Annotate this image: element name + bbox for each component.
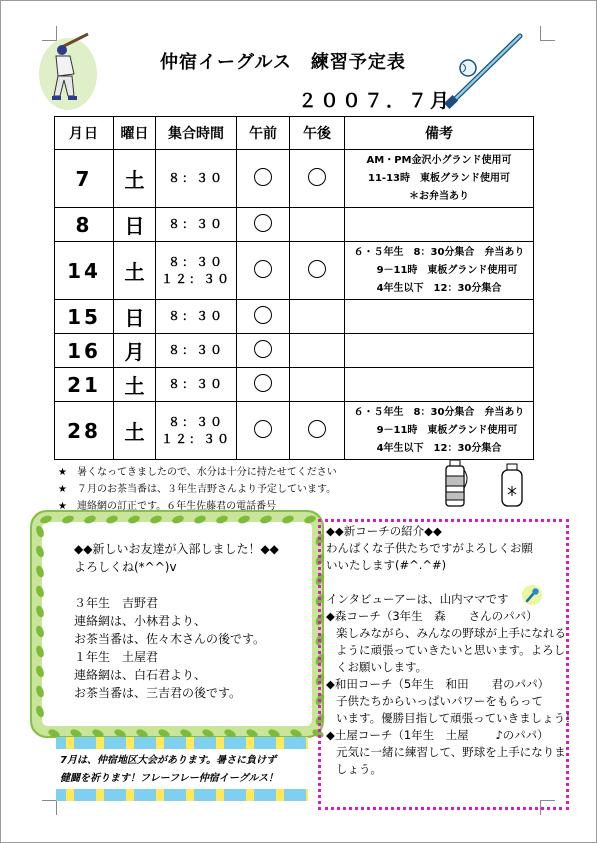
date-cell: 7 — [55, 150, 114, 208]
coach-entry-title: ◆和田コーチ（5年生 和田 君のパパ） — [326, 677, 550, 691]
bat-and-ball-icon — [440, 24, 532, 112]
coaches-intro-line: いいたします(#^.^#) — [326, 558, 447, 572]
meeting-time: ８：３０ — [167, 343, 224, 357]
schedule-row — [55, 368, 534, 402]
date-cell: 16 — [55, 334, 114, 368]
notice-list — [58, 464, 337, 515]
tournament-banner-bottom — [56, 789, 308, 801]
meeting-time-cell — [156, 242, 237, 300]
morning-cell — [237, 208, 290, 242]
schedule-month: ２００７．７月 — [298, 90, 453, 112]
remarks-cell — [345, 242, 534, 300]
remark-line: ６・５年生 8：30分集合 弁当あり — [353, 246, 525, 258]
remark-line: ６・５年生 8：30分集合 弁当あり — [353, 406, 525, 418]
baseball-player-icon — [38, 30, 100, 112]
schedule-row — [55, 334, 534, 368]
remarks-cell — [345, 334, 534, 368]
practice-mark — [254, 374, 272, 392]
schedule-row — [55, 242, 534, 300]
remark-line: 11-13時 東板グランド使用可 — [368, 172, 510, 184]
tournament-line-1: 7月は、仲宿地区大会があります。暑さに負けず — [60, 755, 277, 766]
tournament-message — [60, 752, 278, 788]
practice-mark — [254, 306, 272, 324]
coach-comment: ように頑張っていきたいと思います。よろし — [336, 643, 566, 657]
weekday-cell: 日 — [114, 208, 156, 242]
meeting-time-cell — [156, 300, 237, 334]
remarks-cell — [345, 402, 534, 460]
coach-entry-title: ◆森コーチ（3年生 森 さんのパパ） — [326, 609, 538, 623]
morning-cell — [237, 242, 290, 300]
remark-line: 9－11時 東板グランド使用可 — [376, 424, 518, 436]
column-header-remarks: 備考 — [345, 117, 534, 150]
morning-cell — [237, 402, 290, 460]
date-cell: 15 — [55, 300, 114, 334]
practice-mark — [308, 168, 326, 186]
practice-mark — [254, 420, 272, 438]
morning-cell — [237, 368, 290, 402]
tournament-line-2: 健闘を祈ります！フレーフレー仲宿イーグルス！ — [60, 773, 279, 784]
microphone-icon — [520, 584, 544, 606]
morning-cell — [237, 300, 290, 334]
coach-comment: 楽しみながら、みんなの野球が上手になれる — [336, 626, 566, 640]
afternoon-cell — [290, 300, 345, 334]
new-member-line: 連絡網は、小林君より、 — [74, 614, 207, 628]
weekday-cell: 土 — [114, 368, 156, 402]
page-title: 仲宿イーグルス 練習予定表 — [160, 52, 406, 73]
practice-mark — [254, 260, 272, 278]
remark-line: 4年生以下 12：30分集合 — [376, 282, 502, 294]
schedule-row — [55, 150, 534, 208]
notice-item: ★ ７月のお茶当番は、３年生吉野さんより予定しています。 — [58, 484, 337, 495]
weekday-cell: 土 — [114, 150, 156, 208]
new-member-line: ３年生 吉野君 — [74, 596, 159, 610]
coach-comment: 元気に一緒に練習して、野球を上手になりま — [336, 745, 566, 759]
new-members-heading: ◆◆新しいお友達が入部しました！◆◆ — [74, 542, 279, 556]
morning-cell — [237, 150, 290, 208]
meeting-time-cell — [156, 368, 237, 402]
date-cell: 28 — [55, 402, 114, 460]
thermos-bottle-icon — [440, 458, 470, 508]
meeting-time-cell — [156, 208, 237, 242]
coaches-heading: ◆◆新コーチの紹介◆◆ — [326, 524, 442, 538]
coach-comment: くお願いします。 — [336, 660, 428, 674]
coach-comment: います。優勝目指して頑張っていきましょう！ — [336, 711, 577, 725]
column-header-meeting-time: 集合時間 — [156, 117, 237, 150]
crop-mark-top-right — [540, 26, 555, 41]
meeting-time: ８：３０ — [167, 217, 224, 231]
weekday-cell: 月 — [114, 334, 156, 368]
afternoon-cell — [290, 150, 345, 208]
practice-mark — [308, 420, 326, 438]
afternoon-cell — [290, 242, 345, 300]
remarks-cell — [345, 368, 534, 402]
column-header-morning: 午前 — [237, 117, 290, 150]
schedule-row — [55, 402, 534, 460]
new-member-line: お茶当番は、佐々木さんの後です。 — [74, 632, 266, 646]
meeting-time-cell — [156, 402, 237, 460]
practice-mark — [254, 168, 272, 186]
crop-mark-bottom-left — [42, 800, 57, 815]
meeting-time-cell — [156, 150, 237, 208]
coaches-intro-line: わんぱくな子供たちですがよろしくお願 — [326, 541, 533, 555]
date-cell: 14 — [55, 242, 114, 300]
weekday-cell: 土 — [114, 242, 156, 300]
remarks-cell — [345, 300, 534, 334]
meeting-time: １２：３０ — [160, 271, 231, 286]
column-header-date: 月日 — [55, 117, 114, 150]
remark-line: AM・PM金沢小グランド使用可 — [366, 154, 512, 166]
coach-comment: しょう。 — [336, 762, 382, 776]
notice-item: ★ 暑くなってきましたので、水分は十分に持たせてください — [58, 467, 337, 478]
meeting-time: ８：３０ — [167, 414, 224, 429]
new-members-text — [74, 540, 279, 702]
meeting-time: ８：３０ — [167, 171, 224, 185]
afternoon-cell — [290, 402, 345, 460]
afternoon-cell — [290, 208, 345, 242]
column-header-weekday: 曜日 — [114, 117, 156, 150]
date-cell: 21 — [55, 368, 114, 402]
remarks-cell — [345, 208, 534, 242]
coach-comment: 子供たちからいっぱいパワーをもらって — [336, 694, 543, 708]
remark-line: 4年生以下 12：30分集合 — [376, 442, 502, 454]
meeting-time: ８：３０ — [167, 309, 224, 323]
practice-schedule-table — [54, 116, 534, 460]
new-coaches-text — [326, 523, 577, 778]
meeting-time: ８：３０ — [167, 254, 224, 269]
interviewer-line: インタビューアーは、山内ママです — [326, 592, 509, 606]
remarks-cell — [345, 150, 534, 208]
schedule-row — [55, 208, 534, 242]
column-header-afternoon: 午後 — [290, 117, 345, 150]
meeting-time-cell — [156, 334, 237, 368]
coach-entry-title: ◆土屋コーチ（1年生 土屋 ♪のパパ） — [326, 728, 549, 742]
new-member-line: 連絡網は、白石君より、 — [74, 668, 207, 682]
new-members-greeting: よろしくね(*^^)v — [74, 560, 177, 574]
meeting-time: ８：３０ — [167, 377, 224, 391]
practice-mark — [254, 214, 272, 232]
meeting-time: １２：３０ — [160, 431, 231, 446]
water-bottle-icon — [498, 462, 526, 508]
tournament-banner-top — [56, 737, 308, 749]
new-member-line: １年生 土屋君 — [74, 650, 159, 664]
schedule-row — [55, 300, 534, 334]
practice-mark — [308, 260, 326, 278]
practice-mark — [254, 340, 272, 358]
schedule-rows — [55, 150, 534, 460]
afternoon-cell — [290, 368, 345, 402]
date-cell: 8 — [55, 208, 114, 242]
afternoon-cell — [290, 334, 345, 368]
remark-line: ＊お弁当あり — [409, 190, 469, 202]
morning-cell — [237, 334, 290, 368]
weekday-cell: 日 — [114, 300, 156, 334]
notice-item: ★ 連絡網の訂正です。６年生佐藤君の電話番号 — [58, 501, 277, 512]
remark-line: 9－11時 東板グランド使用可 — [376, 264, 518, 276]
new-member-line: お茶当番は、三吉君の後です。 — [74, 686, 242, 700]
weekday-cell: 土 — [114, 402, 156, 460]
